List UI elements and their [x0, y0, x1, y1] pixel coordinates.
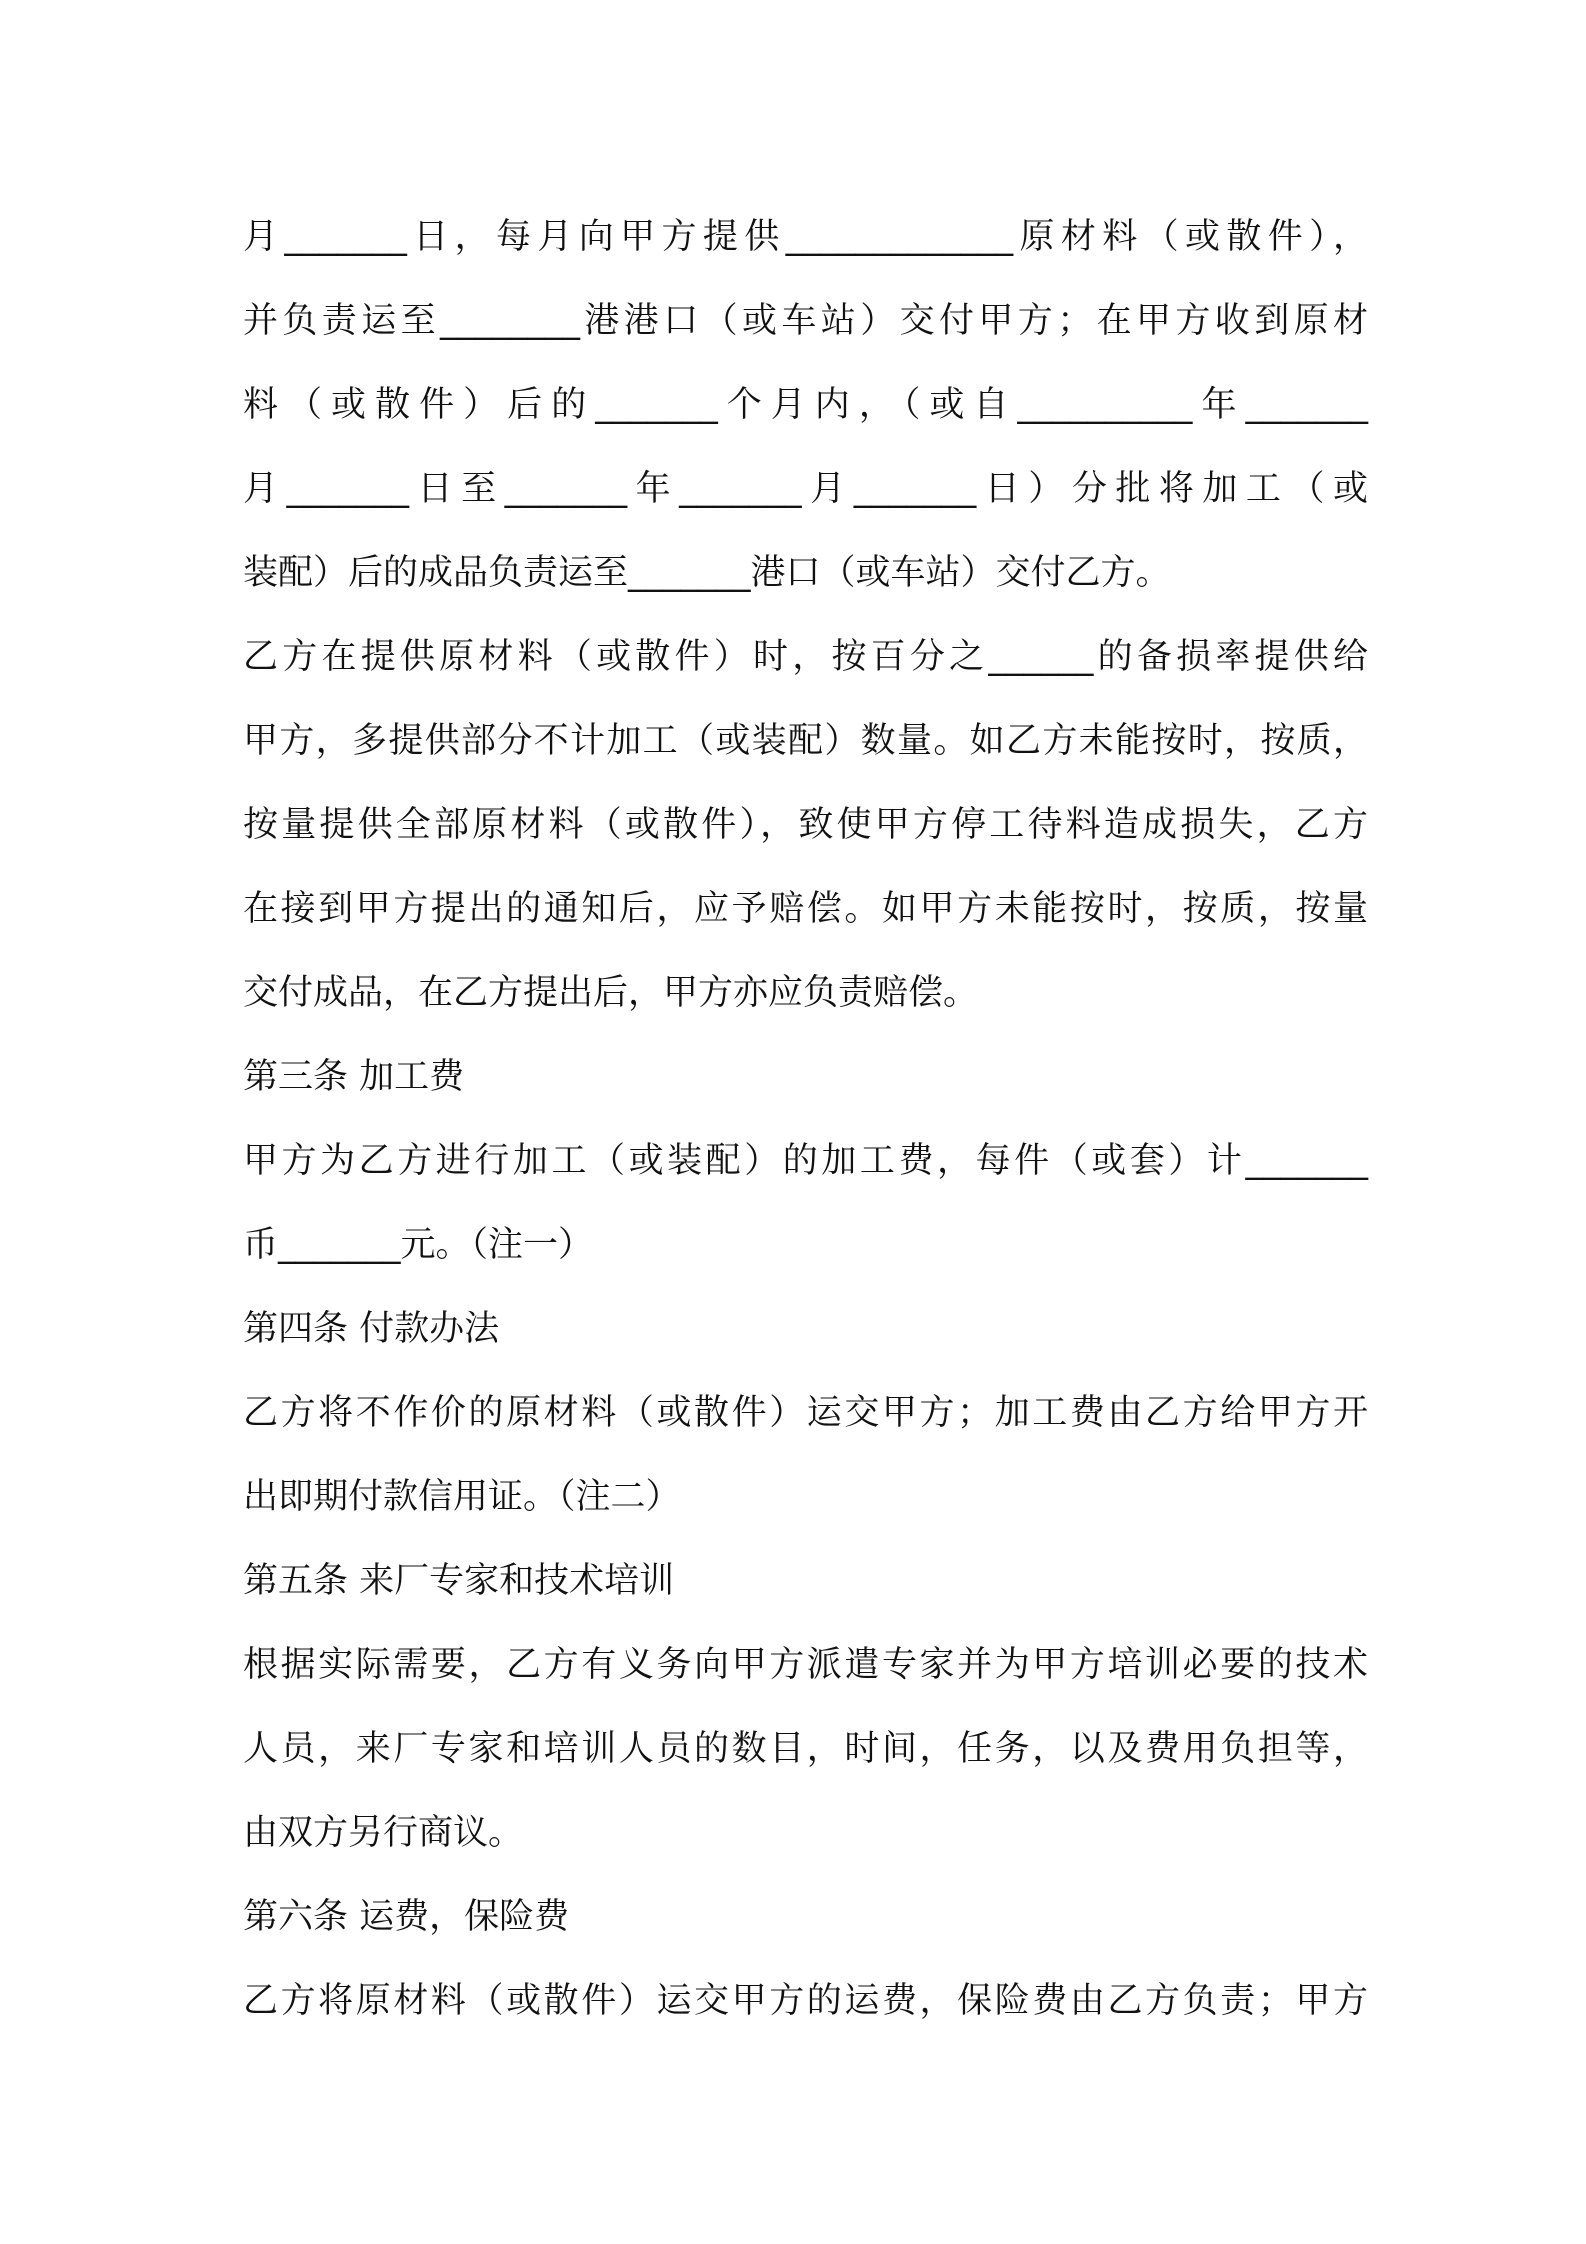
text-line: 交付成品，在乙方提出后，甲方亦应负责赔偿。 — [243, 973, 979, 1013]
text-line: 甲方，多提供部分不计加工（或装配）数量。如乙方未能按时，按质， — [243, 721, 1368, 761]
text-line: 在接到甲方提出的通知后，应予赔偿。如甲方未能按时，按质，按量 — [243, 889, 1368, 929]
text-line: 装配）后的成品负责运至_______港口（或车站）交付乙方。 — [243, 553, 1171, 593]
text-line: 人员，来厂专家和培训人员的数目，时间，任务，以及费用负担等， — [243, 1729, 1368, 1769]
section-heading-article-5: 第五条 来厂专家和技术培训 — [243, 1561, 675, 1601]
text-line: 出即期付款信用证。（注二） — [243, 1477, 681, 1517]
document-body — [243, 195, 1368, 2043]
text-line: 乙方在提供原材料（或散件）时，按百分之______的备损率提供给 — [243, 637, 1368, 677]
text-line: 由双方另行商议。 — [243, 1813, 524, 1853]
section-heading-article-3: 第三条 加工费 — [243, 1057, 465, 1097]
text-line: 根据实际需要，乙方有义务向甲方派遣专家并为甲方培训必要的技术 — [243, 1645, 1368, 1685]
text-line: 并负责运至________港港口（或车站）交付甲方；在甲方收到原材 — [243, 301, 1368, 341]
text-line: 币_______元。（注一） — [243, 1225, 594, 1265]
text-line: 按量提供全部原材料（或散件），致使甲方停工待料造成损失，乙方 — [243, 805, 1368, 845]
section-heading-article-6: 第六条 运费，保险费 — [243, 1897, 570, 1937]
section-heading-article-4: 第四条 付款办法 — [243, 1309, 500, 1349]
text-line: 月_______日至_______年_______月_______日）分批将加工（或 — [243, 469, 1368, 509]
text-line: 月_______日，每月向甲方提供_____________原材料（或散件）， — [243, 217, 1368, 257]
text-line: 乙方将不作价的原材料（或散件）运交甲方；加工费由乙方给甲方开 — [243, 1393, 1368, 1433]
text-line: 料（或散件）后的_______个月内，（或自__________年_______ — [243, 385, 1368, 425]
text-line: 乙方将原材料（或散件）运交甲方的运费，保险费由乙方负责；甲方 — [243, 1981, 1368, 2021]
text-line: 甲方为乙方进行加工（或装配）的加工费，每件（或套）计_______ — [243, 1141, 1368, 1181]
